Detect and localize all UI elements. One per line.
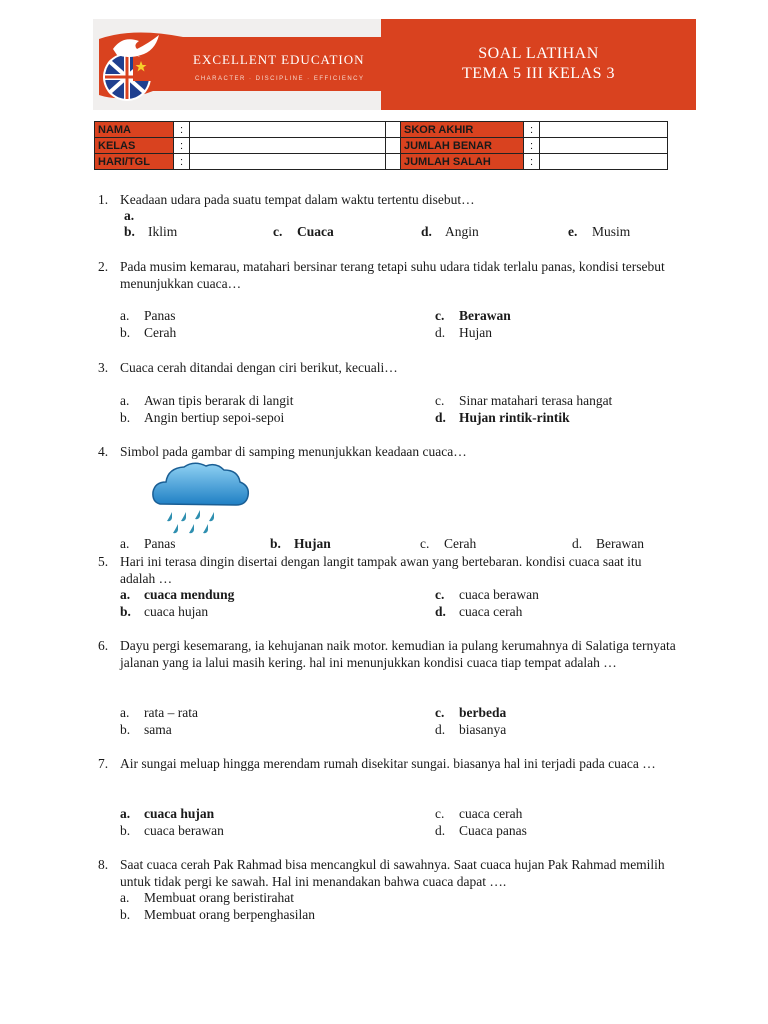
option-c[interactable] — [420, 535, 476, 552]
option-b[interactable] — [120, 409, 284, 426]
option-letter: a. — [120, 308, 130, 323]
correct-count-label: JUMLAH BENAR — [401, 138, 524, 154]
option-c[interactable] — [435, 805, 522, 822]
option-letter: a. — [120, 705, 130, 720]
option-a[interactable] — [120, 586, 234, 603]
option-letter: c. — [435, 308, 445, 323]
option-letter: b. — [270, 536, 281, 551]
option-letter: c. — [420, 536, 430, 551]
option-letter: c. — [435, 705, 445, 720]
question-number: 6. — [98, 638, 109, 653]
question-text: Keadaan udara pada suatu tempat dalam waktu tertentu disebut… — [120, 192, 475, 207]
question-text: Air sungai meluap hingga merendam rumah disekitar sungai. biasanya hal ini terjadi pada cuaca … — [120, 756, 656, 771]
option-text: Cerah — [144, 325, 177, 340]
option-text: Iklim — [148, 224, 178, 239]
option-text: Hujan rintik-rintik — [459, 410, 570, 425]
question-number: 4. — [98, 444, 109, 459]
question-text: Hari ini terasa dingin disertai dengan langit tampak awan yang bertebaran. kondisi cuaca saat itu adalah … — [120, 554, 642, 586]
table-gap — [386, 138, 401, 154]
option-letter: a. — [120, 536, 130, 551]
option-b[interactable] — [120, 906, 315, 923]
option-b[interactable] — [120, 603, 208, 620]
option-a[interactable] — [120, 805, 214, 822]
option-text: cuaca cerah — [459, 604, 523, 619]
option-letter: b. — [124, 224, 135, 239]
wrong-count-label: JUMLAH SALAH — [401, 154, 524, 170]
option-letter: a. — [120, 806, 131, 821]
option-letter: c. — [273, 224, 283, 239]
option-text: sama — [144, 722, 172, 737]
option-text: Sinar matahari terasa hangat — [459, 393, 613, 408]
date-field[interactable] — [190, 154, 386, 170]
option-text: Membuat orang berpenghasilan — [144, 907, 315, 922]
option-b[interactable] — [120, 721, 172, 738]
option-text: Musim — [592, 224, 631, 239]
name-field[interactable] — [190, 122, 386, 138]
option-c[interactable] — [273, 223, 334, 240]
option-a[interactable] — [120, 889, 294, 906]
option-letter: e. — [568, 224, 578, 239]
option-text: cuaca cerah — [459, 806, 523, 821]
question-text: Cuaca cerah ditandai dengan ciri berikut, kecuali… — [120, 360, 398, 375]
colon: : — [174, 122, 190, 138]
option-c[interactable] — [435, 392, 612, 409]
option-text: Membuat orang beristirahat — [144, 890, 294, 905]
option-letter: d. — [435, 722, 446, 737]
option-c[interactable] — [435, 307, 511, 324]
question-number: 8. — [98, 857, 109, 872]
worksheet-header — [93, 19, 696, 110]
option-d[interactable] — [435, 409, 570, 426]
final-score-label: SKOR AKHIR — [401, 122, 524, 138]
option-letter: b. — [120, 604, 131, 619]
colon: : — [174, 138, 190, 154]
option-d[interactable] — [435, 324, 492, 341]
option-letter: d. — [572, 536, 583, 551]
class-label: KELAS — [95, 138, 174, 154]
option-b[interactable] — [270, 535, 331, 552]
table-gap — [386, 154, 401, 170]
question-text: Dayu pergi kesemarang, ia kehujanan naik motor. kemudian ia pulang kerumahnya di Salatiga ternyata jalanan yang ia lalui masih kering. hal ini menunjukkan kondisi cuaca tiap tempat adalah … — [120, 638, 676, 670]
option-letter: d. — [421, 224, 432, 239]
option-b[interactable] — [120, 822, 224, 839]
option-text: biasanya — [459, 722, 507, 737]
option-c[interactable] — [435, 586, 539, 603]
option-text: Angin — [445, 224, 479, 239]
option-e[interactable] — [568, 223, 630, 240]
option-letter: b. — [120, 325, 131, 340]
question-number: 7. — [98, 756, 109, 771]
option-letter: a. — [120, 393, 130, 408]
table-gap — [386, 122, 401, 138]
option-c[interactable] — [435, 704, 506, 721]
colon: : — [524, 122, 540, 138]
student-info-table — [94, 121, 668, 170]
option-a[interactable] — [120, 392, 293, 409]
option-text: Awan tipis berarak di langit — [144, 393, 294, 408]
option-b[interactable] — [120, 324, 176, 341]
option-text: Hujan — [294, 536, 331, 551]
option-a[interactable] — [124, 207, 148, 224]
table-row — [95, 154, 668, 170]
option-d[interactable] — [435, 603, 522, 620]
option-text: Cuaca — [297, 224, 334, 239]
option-d[interactable] — [572, 535, 644, 552]
option-b[interactable] — [124, 223, 177, 240]
option-letter: c. — [435, 587, 445, 602]
colon: : — [524, 154, 540, 170]
option-letter: d. — [435, 823, 446, 838]
option-d[interactable] — [435, 721, 506, 738]
option-text: Cuaca panas — [459, 823, 527, 838]
option-text: rata – rata — [144, 705, 198, 720]
class-field[interactable] — [190, 138, 386, 154]
option-text: Angin bertiup sepoi-sepoi — [144, 410, 285, 425]
wrong-count-field[interactable] — [540, 154, 668, 170]
question-number: 2. — [98, 259, 109, 274]
final-score-field[interactable] — [540, 122, 668, 138]
rain-cloud-icon — [150, 458, 252, 538]
option-text: Panas — [144, 308, 176, 323]
question-number: 3. — [98, 360, 109, 375]
option-letter: b. — [120, 823, 131, 838]
option-a[interactable] — [120, 307, 176, 324]
option-letter: a. — [124, 208, 135, 223]
question-number: 5. — [98, 554, 109, 569]
option-d[interactable] — [421, 223, 479, 240]
option-a[interactable] — [120, 704, 198, 721]
table-row — [95, 122, 668, 138]
correct-count-field[interactable] — [540, 138, 668, 154]
option-a[interactable] — [120, 535, 176, 552]
name-label: NAMA — [95, 122, 174, 138]
option-text: cuaca berawan — [459, 587, 539, 602]
option-letter: b. — [120, 410, 131, 425]
colon: : — [524, 138, 540, 154]
option-letter: d. — [435, 325, 446, 340]
option-text: berbeda — [459, 705, 507, 720]
option-letter: b. — [120, 722, 131, 737]
brand-name: EXCELLENT EDUCATION — [193, 52, 365, 67]
option-letter: c. — [435, 393, 445, 408]
question-text: Saat cuaca cerah Pak Rahmad bisa mencangkul di sawahnya. Saat cuaca hujan Pak Rahmad memilih untuk tidak pergi ke sawah. Hal ini menandakan bahwa cuaca dapat …. — [120, 857, 665, 889]
option-letter: d. — [435, 410, 446, 425]
question-number: 1. — [98, 192, 109, 207]
date-label: HARI/TGL — [95, 154, 174, 170]
logo-panel — [93, 19, 381, 110]
option-text: Berawan — [596, 536, 644, 551]
worksheet-title: SOAL LATIHAN — [478, 45, 599, 62]
option-text: Berawan — [459, 308, 511, 323]
option-letter: c. — [435, 806, 445, 821]
colon: : — [174, 154, 190, 170]
question-text: Pada musim kemarau, matahari bersinar terang tetapi suhu udara tidak terlalu panas, kondisi tersebut menunjukkan cuaca… — [120, 259, 665, 291]
question-text: Simbol pada gambar di samping menunjukkan keadaan cuaca… — [120, 444, 467, 459]
option-text: cuaca berawan — [144, 823, 224, 838]
option-d[interactable] — [435, 822, 527, 839]
option-text: cuaca mendung — [144, 587, 235, 602]
option-letter: d. — [435, 604, 446, 619]
option-text: cuaca hujan — [144, 806, 215, 821]
option-letter: a. — [120, 890, 130, 905]
option-text: Panas — [144, 536, 176, 551]
option-letter: b. — [120, 907, 131, 922]
title-panel — [381, 19, 696, 110]
option-text: cuaca hujan — [144, 604, 209, 619]
option-letter: a. — [120, 587, 131, 602]
table-row — [95, 138, 668, 154]
option-text: Hujan — [459, 325, 492, 340]
worksheet-subtitle: TEMA 5 III KELAS 3 — [462, 65, 615, 82]
option-text: Cerah — [444, 536, 477, 551]
brand-tagline: CHARACTER · DISCIPLINE · EFFICIENCY — [195, 76, 365, 82]
